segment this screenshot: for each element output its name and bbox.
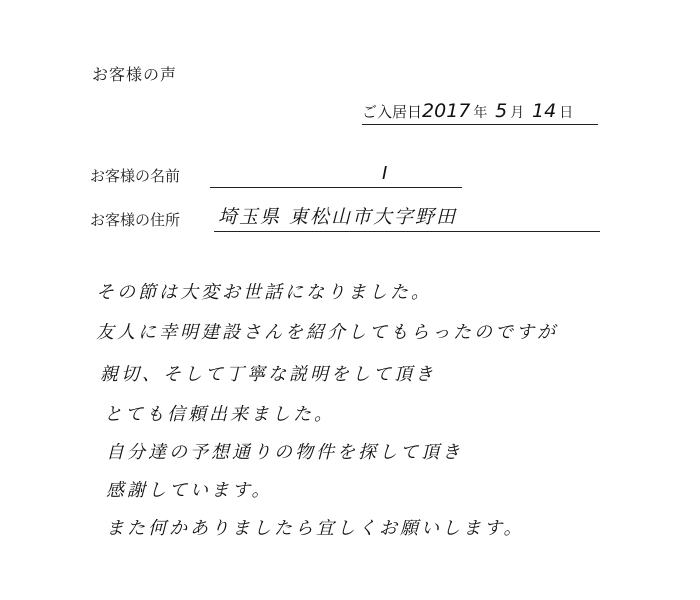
move-in-year: 2017	[422, 100, 471, 122]
form-title: お客様の声	[92, 65, 178, 84]
move-in-date-label: ご入居日	[362, 103, 423, 121]
message-line: 友人に幸明建設さんを紹介してもらったのですが	[96, 322, 558, 343]
customer-name-underline	[210, 187, 462, 188]
customer-name-value: I	[382, 163, 388, 184]
move-in-date-field	[362, 100, 598, 125]
customer-address-underline	[214, 231, 600, 232]
customer-name-label: お客様の名前	[90, 167, 181, 185]
customer-address-label: お客様の住所	[90, 211, 181, 229]
customer-address-value: 埼玉県 東松山市大字野田	[218, 206, 458, 228]
message-line: 感謝しています。	[106, 480, 273, 501]
message-line: 親切、そして丁寧な説明をして頂き	[100, 364, 436, 385]
customer-address-field	[90, 206, 600, 232]
message-line: 自分達の予想通りの物件を探して頂き	[106, 442, 463, 463]
customer-name-field	[90, 162, 470, 188]
message-line: その節は大変お世話になりました。	[96, 282, 432, 303]
message-line: また何かありましたら宜しくお願いします。	[106, 518, 525, 539]
move-in-day: 14	[532, 100, 557, 122]
year-unit: 年	[473, 105, 488, 121]
message-line: とても信頼出来ました。	[104, 404, 335, 425]
day-unit: 日	[559, 105, 574, 121]
month-unit: 月	[510, 105, 525, 121]
move-in-month: 5	[495, 100, 508, 122]
